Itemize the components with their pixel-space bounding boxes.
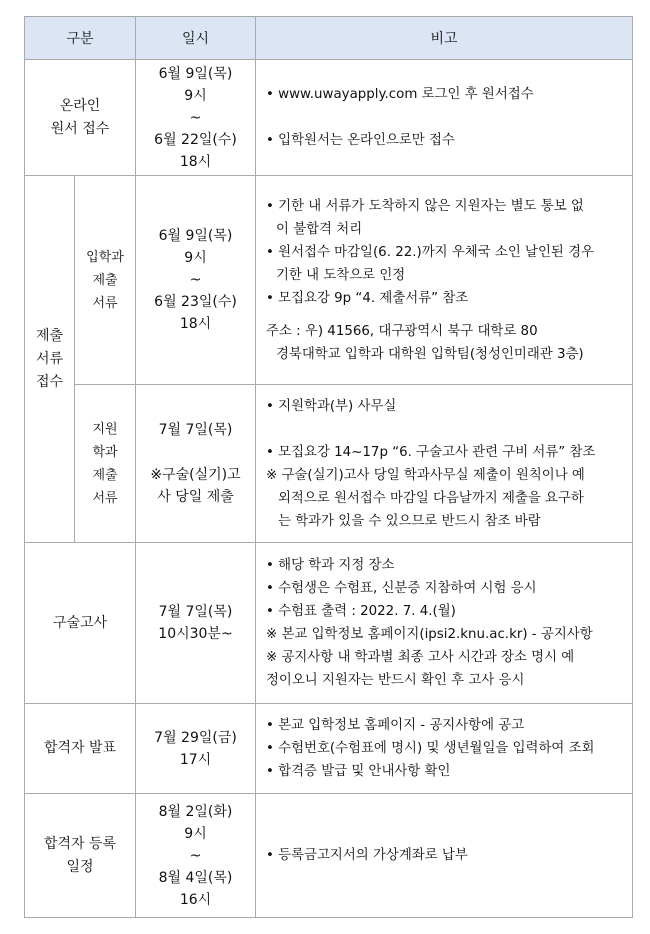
subcategory-line: 학과 <box>92 444 118 460</box>
subcategory-line: 입학과 <box>86 249 124 265</box>
subcategory-line: 지원 <box>92 421 118 437</box>
remark-line: ※ 공지사항 내 학과별 최종 고사 시간과 장소 명시 예 <box>266 650 575 665</box>
remark-line: • www.uwayapply.com 로그인 후 원서접수 <box>266 87 534 102</box>
category-line: 합격자 발표 <box>43 740 117 756</box>
category-line: 합격자 등록 <box>43 835 117 852</box>
date-line: 6월 9일(목) <box>158 228 233 244</box>
remarks-cell <box>256 794 633 918</box>
remark-line: • 합격증 발급 및 안내사항 확인 <box>266 764 451 779</box>
date-line: 17시 <box>179 751 212 768</box>
date-line: 6월 23일(수) <box>154 294 237 310</box>
category-line: 접수 <box>35 373 64 390</box>
subcategory-line: 서류 <box>92 295 118 311</box>
date-line: 7월 29일(금) <box>154 729 237 746</box>
table-row-docs-department <box>25 385 633 543</box>
date-line: 8월 2일(화) <box>158 803 233 820</box>
address-line: 경북대학교 입학과 대학원 입학팀(청성인미래관 3층) <box>276 346 584 362</box>
remark-line: • 본교 입학정보 홈페이지 - 공지사항에 공고 <box>266 718 525 733</box>
date-line: 10시30분~ <box>158 626 233 642</box>
remark-line: • 모집요강 9p “4. 제출서류” 참조 <box>266 290 469 306</box>
remark-line: 기한 내 도착으로 인정 <box>276 267 406 283</box>
date-line: 8월 4일(목) <box>158 869 233 886</box>
subcategory-line: 서류 <box>92 490 118 506</box>
table-row-oral-exam <box>25 543 633 704</box>
date-line: 7월 7일(목) <box>158 604 233 620</box>
category-line: 일정 <box>66 858 94 875</box>
remark-line: • 원서접수 마감일(6. 22.)까지 우체국 소인 날인된 경우 <box>266 244 594 260</box>
remarks-cell <box>256 60 633 176</box>
remark-line: • 수험번호(수험표에 명시) 및 생년월일을 입력하여 조회 <box>266 741 595 756</box>
date-line: 16시 <box>179 891 212 908</box>
date-line: ~ <box>189 847 202 864</box>
subcategory-cell <box>75 385 136 543</box>
date-cell <box>136 543 256 704</box>
remark-line: 정이오니 지원자는 반드시 확인 후 고사 응시 <box>266 673 525 688</box>
category-cell <box>25 794 136 918</box>
date-line: 사 당일 제출 <box>157 489 234 505</box>
category-line: 온라인 <box>59 97 101 114</box>
date-line: 18시 <box>179 316 212 332</box>
remark-line: ※ 구술(실기)고사 당일 학과사무실 제출이 원칙이나 예 <box>266 467 585 483</box>
date-line: ※구술(실기)고 <box>150 467 241 483</box>
date-line: 6월 9일(목) <box>158 65 233 82</box>
remarks-cell <box>256 176 633 385</box>
header-datetime: 일시 <box>136 17 256 60</box>
remark-line: • 입학원서는 온라인으로만 접수 <box>266 133 455 148</box>
date-cell <box>136 704 256 794</box>
date-cell <box>136 176 256 385</box>
remark-line: • 지원학과(부) 사무실 <box>266 398 397 414</box>
category-line: 서류 <box>35 350 64 367</box>
date-line: 6월 22일(수) <box>154 131 237 148</box>
remark-line: • 수험표 출력 : 2022. 7. 4.(월) <box>266 604 456 619</box>
date-line: ~ <box>189 272 202 288</box>
category-line: 제출 <box>35 327 64 344</box>
category-cell <box>25 704 136 794</box>
table-header-row <box>25 17 633 60</box>
table-row-announcement <box>25 704 633 794</box>
date-cell <box>136 385 256 543</box>
remarks-cell <box>256 704 633 794</box>
remarks-cell <box>256 385 633 543</box>
remark-line: • 수험생은 수험표, 신분증 지참하여 시험 응시 <box>266 581 537 596</box>
date-line: 18시 <box>179 153 212 170</box>
category-line: 구술고사 <box>52 614 108 631</box>
category-cell <box>25 60 136 176</box>
category-cell <box>25 176 75 543</box>
subcategory-cell <box>75 176 136 385</box>
address-line: 주소 : 우) 41566, 대구광역시 북구 대학로 80 <box>266 323 538 339</box>
header-category: 구분 <box>25 17 136 60</box>
remark-line: • 등록금고지서의 가상계좌로 납부 <box>266 848 468 863</box>
table-row-registration <box>25 794 633 918</box>
remark-line: • 기한 내 서류가 도착하지 않은 지원자는 별도 통보 없 <box>266 198 584 214</box>
date-cell <box>136 60 256 176</box>
category-line: 원서 접수 <box>50 120 110 137</box>
date-line: 7월 7일(목) <box>158 422 233 438</box>
subcategory-line: 제출 <box>92 272 118 288</box>
date-cell <box>136 794 256 918</box>
remark-line: 는 학과가 있을 수 있으므로 반드시 참조 바람 <box>278 513 541 529</box>
table-row-online-application <box>25 60 633 176</box>
date-line: ~ <box>189 109 202 126</box>
remark-line: • 모집요강 14~17p “6. 구술고사 관련 구비 서류” 참조 <box>266 444 596 460</box>
date-line: 9시 <box>184 250 207 266</box>
remark-line: 이 불합격 처리 <box>276 221 363 237</box>
table-row-docs-admission <box>25 176 633 385</box>
remark-line: ※ 본교 입학정보 홈페이지(ipsi2.knu.ac.kr) - 공지사항 <box>266 627 593 642</box>
remark-line: 외적으로 원서접수 마감일 다음날까지 제출을 요구하 <box>278 490 584 506</box>
remarks-cell <box>256 543 633 704</box>
date-line: 9시 <box>184 87 207 104</box>
subcategory-line: 제출 <box>92 467 118 483</box>
remark-line: • 해당 학과 지정 장소 <box>266 558 395 573</box>
admission-schedule-table <box>24 16 633 918</box>
date-line: 9시 <box>184 825 207 842</box>
category-cell <box>25 543 136 704</box>
header-remarks: 비고 <box>256 17 633 60</box>
